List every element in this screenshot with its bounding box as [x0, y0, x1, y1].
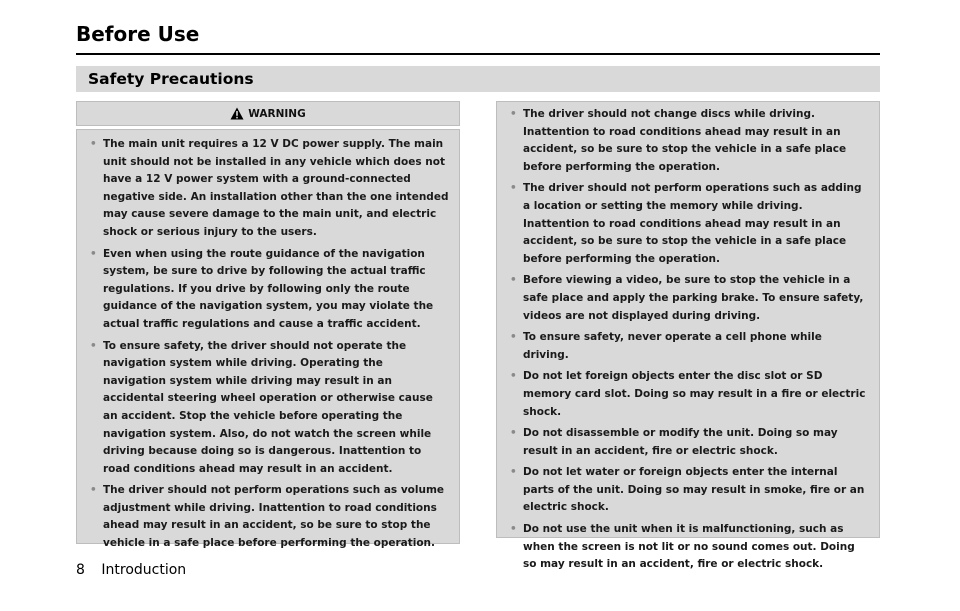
warning-label: WARNING: [248, 107, 306, 120]
footer-section: Introduction: [101, 562, 187, 578]
list-item: • Do not let water or foreign objects enter the internal parts of the unit. Doing so may result in smoke, fire or an electric shock.: [507, 464, 871, 517]
list-item: • Do not use the unit when it is malfunctioning, such as when the screen is not lit or no sound comes out. Doing so may result in an accident, fire or electric shock.: [507, 521, 871, 574]
section-title: Safety Precautions: [88, 70, 254, 88]
list-item: • The driver should not perform operations such as adding a location or setting the memory while driving. Inattention to road conditions ahead may result in an accident, so be sure to stop the vehicle in a safe place before performing the operation.: [507, 180, 871, 268]
list-item: • The main unit requires a 12 V DC power supply. The main unit should not be installed in any vehicle which does not have a 12 V power system with a ground-connected negative side. An installation other than the one intended may cause severe damage to the main unit, and electric shock or serious injury to the users.: [87, 136, 449, 242]
list-item: • To ensure safety, the driver should not operate the navigation system while driving. Operating the navigation system while driving may result in an accidental steering wheel operation or otherwise cause an accident. Stop the vehicle before operating the navigation system. Also, do not watch the screen while driving because doing so is dangerous. Inattention to road conditions ahead may result in an accident.: [87, 338, 449, 479]
list-item: • Do not let foreign objects enter the disc slot or SD memory card slot. Doing so may result in a fire or electric shock.: [507, 368, 871, 421]
warning-list-right: [496, 101, 880, 571]
page-footer: [76, 562, 186, 578]
title-rule: [76, 53, 880, 55]
list-item: • Even when using the route guidance of the navigation system, be sure to drive by following the actual traffic regulations. If you drive by following only the route guidance of the navigation system, you may violate the actual traffic regulations and cause a traffic accident.: [87, 246, 449, 334]
list-item: • Before viewing a video, be sure to stop the vehicle in a safe place and apply the parking brake. To ensure safety, videos are not displayed during driving.: [507, 272, 871, 325]
page-title: Before Use: [76, 22, 200, 46]
list-item: • The driver should not perform operations such as volume adjustment while driving. Inattention to road conditions ahead may result in an accident, so be sure to stop the vehicle in a safe place before performing the operation.: [87, 482, 449, 552]
page-number: 8: [76, 562, 85, 578]
warning-triangle-icon: [230, 107, 244, 120]
warning-header: [76, 101, 460, 126]
list-item: • The driver should not change discs while driving. Inattention to road conditions ahead may result in an accident, so be sure to stop the vehicle in a safe place before performing the operation.: [507, 106, 871, 176]
list-item: • Do not disassemble or modify the unit. Doing so may result in an accident, fire or electric shock.: [507, 425, 871, 460]
warning-list-left: [76, 129, 460, 550]
list-item: • To ensure safety, never operate a cell phone while driving.: [507, 329, 871, 364]
